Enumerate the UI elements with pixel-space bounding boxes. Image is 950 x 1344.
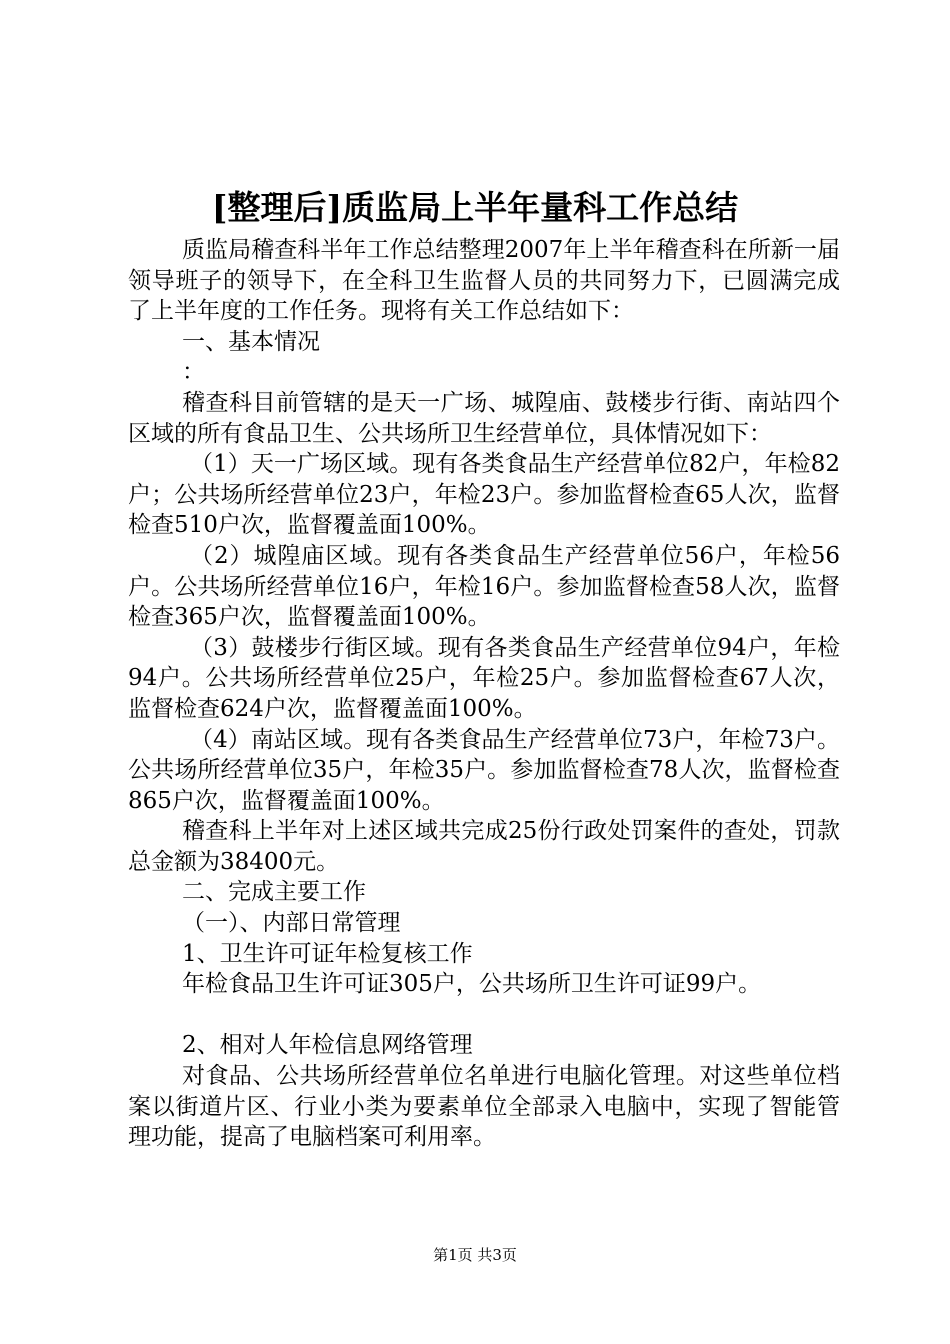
area-1-paragraph: （1）天一广场区域。现有各类食品生产经营单位82户，年检82户；公共场所经营单位23户，年检23户。参加监督检查65人次，监督检查510户次，监督覆盖面100%。 — [128, 451, 840, 539]
jurisdiction-paragraph: 稽查科目前管辖的是天一广场、城隍庙、鼓楼步行街、南站四个区域的所有食品卫生、公共场所卫生经营单位，具体情况如下： — [128, 389, 840, 447]
document-body — [128, 235, 840, 1153]
network-management-paragraph: 对食品、公共场所经营单位名单进行电脑化管理。对这些单位档案以街道片区、行业小类为要素单位全部录入电脑中，实现了智能管理功能，提高了电脑档案可利用率。 — [128, 1063, 840, 1151]
area-2-paragraph: （2）城隍庙区域。现有各类食品生产经营单位56户，年检56户。公共场所经营单位16户，年检16户。参加监督检查58人次，监督检查365户次，监督覆盖面100%。 — [128, 542, 840, 631]
area-3-paragraph: （3）鼓楼步行街区域。现有各类食品生产经营单位94户，年检94户。公共场所经营单位25户，年检25户。参加监督检查67人次，监督检查624户次，监督覆盖面100%。 — [128, 634, 840, 722]
section-heading-main-work: 二、完成主要工作 — [182, 879, 366, 906]
item-heading-license-review: 1、卫生许可证年检复核工作 — [182, 940, 473, 967]
section-heading-basic-situation: 一、基本情况 — [182, 328, 320, 355]
page-footer: 第1页 共3页 — [433, 1246, 517, 1264]
item-heading-network-management: 2、相对人年检信息网络管理 — [182, 1032, 473, 1059]
document-title: [整理后]质监局上半年量科工作总结 — [211, 188, 739, 227]
intro-paragraph: 质监局稽查科半年工作总结整理2007年上半年稽查科在所新一届领导班子的领导下，在全科卫生监督人员的共同努力下，已圆满完成了上半年度的工作任务。现将有关工作总结如下： — [128, 237, 840, 325]
license-review-paragraph: 年检食品卫生许可证305户，公共场所卫生许可证99户。 — [182, 971, 762, 998]
subsection-heading-internal-management: （一）、内部日常管理 — [182, 910, 401, 937]
penalty-paragraph: 稽查科上半年对上述区域共完成25份行政处罚案件的查处，罚款总金额为38400元。 — [128, 818, 840, 875]
colon-line: ： — [182, 359, 205, 386]
blank-line — [128, 1000, 840, 1031]
area-4-paragraph: （4）南站区域。现有各类食品生产经营单位73户，年检73户。公共场所经营单位35户，年检35户。参加监督检查78人次，监督检查865户次，监督覆盖面100%。 — [128, 726, 840, 814]
